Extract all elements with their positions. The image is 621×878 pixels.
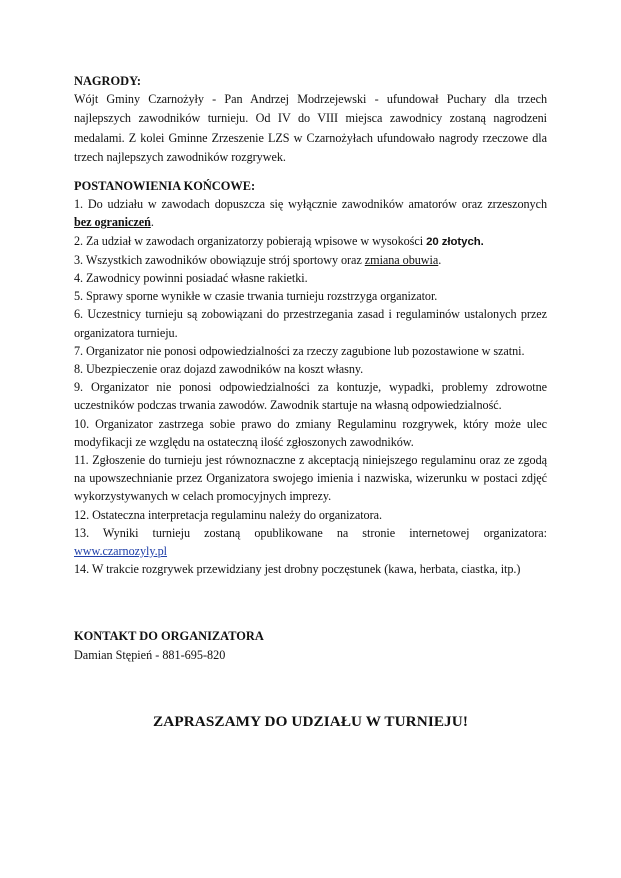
rule-1-emphasis: bez ograniczeń [74, 215, 151, 230]
rule-13-text: 13. Wyniki turnieju zostaną opublikowane na stronie internetowej organizatora: [74, 525, 547, 540]
prizes-text: Wójt Gminy Czarnożyły - Pan Andrzej Modrzejewski - ufundował Puchary dla trzech najlepszych zawodników turnieju. Od IV do VIII miejsca zawodnicy zostaną nagrodzeni medalami. Z kolei Gminne Zrzeszenie LZS w Czarnożyłach ufundowało nagrody rzeczowe dla trzech najlepszych zawodników rozgrywek. [74, 92, 547, 164]
rule-2-text: 2. Za udział w zawodach organizatorzy pobierają wpisowe w wysokości [74, 233, 427, 248]
rule-1-text: 1. Do udziału w zawodach dopuszcza się wyłącznie zawodników amatorów oraz zrzeszonych [74, 197, 547, 212]
rule-8: 8. Ubezpieczenie oraz dojazd zawodników na koszt własny. [74, 362, 364, 377]
contact-details: Damian Stępień - 881-695-820 [74, 648, 226, 662]
rule-7: 7. Organizator nie ponosi odpowiedzialności za rzeczy zagubione lub pozostawione w szatni. [74, 343, 525, 358]
rule-1 [74, 195, 547, 231]
prizes-section [74, 72, 547, 167]
rule-3 [74, 251, 547, 269]
rule-12: 12. Ostateczna interpretacja regulaminu należy do organizatora. [74, 507, 382, 522]
contact-section [74, 627, 547, 665]
rule-2-fee: 20 złotych. [426, 235, 484, 248]
rule-13 [74, 524, 547, 560]
rule-3-emphasis: zmiana obuwia [364, 252, 439, 267]
rule-5: 5. Sprawy sporne wynikłe w czasie trwania turnieju rozstrzyga organizator. [74, 289, 438, 304]
rule-11: 11. Zgłoszenie do turnieju jest równoznaczne z akceptacją niniejszego regulaminu oraz ze zgodą na upowszechnianie przez Organizatora swojego imienia i nazwiska, wizerunku w postaci zdjęć wykorzystywanych w celach promocyjnych imprezy. [74, 453, 547, 504]
rule-9: 9. Organizator nie ponosi odpowiedzialności za kontuzje, wypadki, problemy zdrowotne uczestników podczas trwania zawodów. Zawodnik startuje na własną odpowiedzialność. [74, 380, 547, 413]
rule-2 [74, 232, 547, 251]
invitation-text: ZAPRASZAMY DO UDZIAŁU W TURNIEJU! [153, 713, 468, 731]
rule-10: 10. Organizator zastrzega sobie prawo do zmiany Regulaminu rozgrywek, który może ulec modyfikacji ze względu na ostateczną ilość zgłoszonych zawodników. [74, 416, 547, 449]
rule-4: 4. Zawodnicy powinni posiadać własne rakietki. [74, 271, 308, 285]
document-body [74, 72, 547, 578]
prizes-heading: NAGRODY: [74, 74, 142, 88]
organizer-website-link[interactable]: www.czarnozyly.pl [74, 544, 168, 559]
rule-3-text: 3. Wszystkich zawodników obowiązuje strój sportowy oraz [74, 252, 365, 267]
rule-1-end: . [150, 215, 154, 230]
final-provisions-heading: POSTANOWIENIA KOŃCOWE: [74, 179, 256, 194]
contact-heading: KONTAKT DO ORGANIZATORA [74, 629, 264, 643]
rule-14: 14. W trakcie rozgrywek przewidziany jest drobny poczęstunek (kawa, herbata, ciastka, itp.) [74, 562, 521, 577]
final-provisions-section [74, 177, 547, 578]
rules-list [74, 195, 547, 578]
rule-6: 6. Uczestnicy turnieju są zobowiązani do przestrzegania zasad i regulaminów ustalonych przez organizatora turnieju. [74, 307, 547, 340]
rule-3-end: . [438, 252, 442, 267]
